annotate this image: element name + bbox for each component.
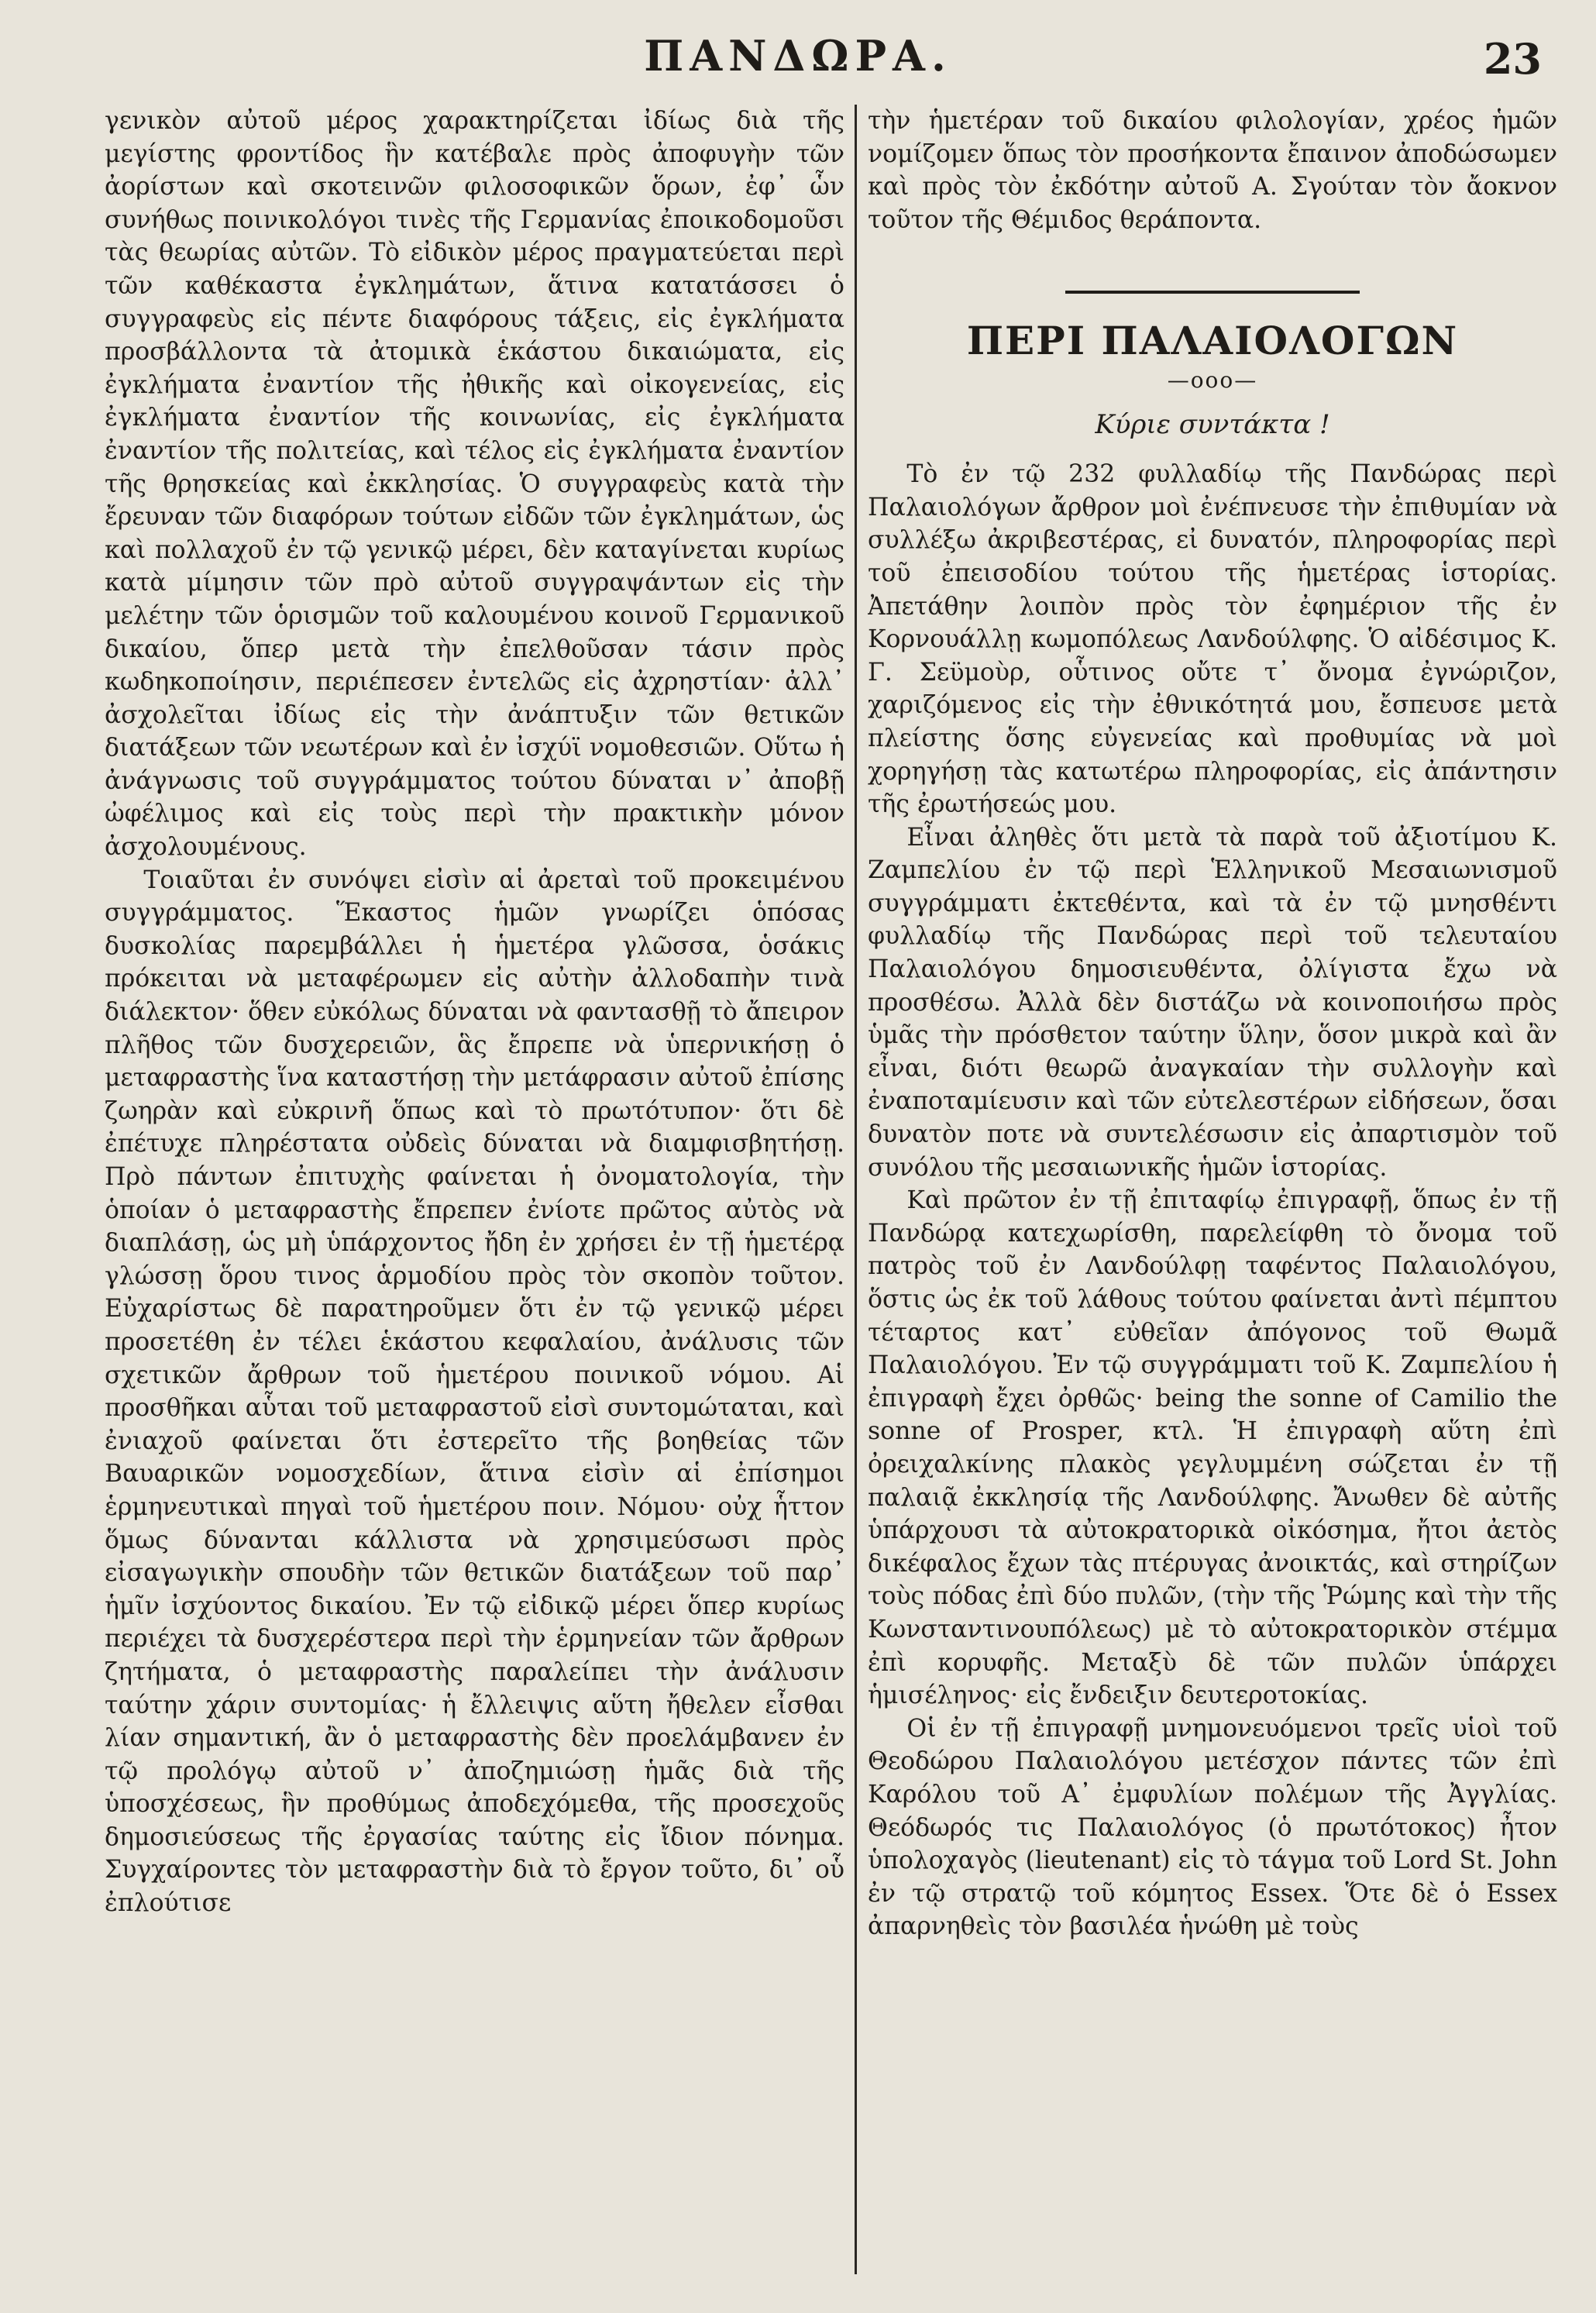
salutation: Κύριε συντάκτα ! [1095, 408, 1330, 440]
paragraph: Εἶναι ἀληθὲς ὅτι μετὰ τὰ παρὰ τοῦ ἀξιοτίμου Κ. Ζαμπελίου ἐν τῷ περὶ Ἑλληνικοῦ Μεσαιωνισμοῦ συγγράμματι ἐκτεθέντα, καὶ τὰ ἐν τῷ μνησθέντι φυλλαδίῳ τῆς Πανδώρας περὶ τοῦ τελευταίου Παλαιολόγου δημοσιευθέντα, ὀλίγιστα ἔχω νὰ προσθέσω. Ἀλλὰ δὲν διστάζω νὰ κοινοποιήσω πρὸς ὑμᾶς τὴν πρόσθετον ταύτην ὕλην, ὅσον μικρὰ καὶ ἂν εἶναι, διότι θεωρῶ ἀναγκαίαν τὴν συλλογὴν καὶ ἐναποταμίευσιν καὶ τῶν εὐτελεστέρων εἰδήσεων, ὅσαι δυνατὸν ποτε νὰ συντελέσωσιν εἰς ἀπαρτισμὸν τοῦ συνόλου τῆς μεσαιωνικῆς ἡμῶν ἱστορίας. [868, 823, 1557, 1182]
paragraph: Καὶ πρῶτον ἐν τῇ ἐπιταφίῳ ἐπιγραφῇ, ὅπως ἐν τῇ Πανδώρᾳ κατεχωρίσθη, παρελείφθη τὸ ὄνομα τοῦ πατρὸς τοῦ ἐν Λανδούλφῃ ταφέντος Παλαιολόγου, ὅστις ὡς ἐκ τοῦ λάθους τούτου φαίνεται ἀντὶ πέμπτου τέταρτος κατ᾽ εὐθεῖαν ἀπόγονος τοῦ Θωμᾶ Παλαιολόγου. Ἐν τῷ συγγράμματι τοῦ Κ. Ζαμπελίου ἡ ἐπιγραφὴ ἔχει ὀρθῶς· being the sonne of Camilio the sonne of Prosper, κτλ. Ἡ ἐπιγραφὴ αὕτη ἐπὶ ὀρειχαλκίνης πλακὸς γεγλυμμένη σώζεται ἐν τῇ παλαιᾷ ἐκκλησίᾳ τῆς Λανδούλφης. Ἄνωθεν δὲ αὐτῆς ὑπάρχουσι τὰ αὐτοκρατορικὰ οἰκόσημα, ἤτοι ἀετὸς δικέφαλος ἔχων τὰς πτέρυγας ἀνοικτάς, καὶ στηρίζων τοὺς πόδας ἐπὶ δύο πυλῶν, (τὴν τῆς Ῥώμης καὶ τὴν τῆς Κωνσταντινουπόλεως) μὲ τὸ αὐτοκρατορικὸν στέμμα ἐπὶ κορυφῆς. Μεταξὺ δὲ τῶν πυλῶν ὑπάρχει ἡμισέληνος· εἰς ἔνδειξιν δευτεροτοκίας. [868, 1186, 1557, 1710]
page-number: 23 [1483, 34, 1542, 84]
section-rule [1065, 291, 1360, 294]
column-divider [855, 105, 857, 2274]
section-title: ΠΕΡΙ ΠΑΛΑΙΟΛΟΓΩΝ [966, 318, 1459, 364]
masthead [0, 31, 1596, 93]
right-column [868, 105, 1557, 2282]
left-column [105, 105, 844, 2282]
journal-title: ΠΑΝΔΩΡΑ. [644, 31, 952, 81]
paragraph: Τοιαῦται ἐν συνόψει εἰσὶν αἱ ἀρεταὶ τοῦ προκειμένου συγγράμματος. Ἕκαστος ἡμῶν γνωρίζει ὁπόσας δυσκολίας παρεμβάλλει ἡ ἡμετέρα γλῶσσα, ὁσάκις πρόκειται νὰ μεταφέρωμεν εἰς αὐτὴν ἀλλοδαπὴν τινὰ διάλεκτον· ὅθεν εὐκόλως δύναται νὰ φαντασθῇ τὸ ἄπειρον πλῆθος τῶν δυσχερειῶν, ἃς ἔπρεπε νὰ ὑπερνικήσῃ ὁ μεταφραστὴς ἵνα καταστήσῃ τὴν μετάφρασιν αὐτοῦ ἐπίσης ζωηρὰν καὶ εὐκρινῆ ὅπως καὶ τὸ πρωτότυπον· ὅτι δὲ ἐπέτυχε πληρέστατα οὐδεὶς δύναται νὰ διαμφισβητήσῃ. Πρὸ πάντων ἐπιτυχὴς φαίνεται ἡ ὀνοματολογία, τὴν ὁποίαν ὁ μεταφραστὴς ἔπρεπεν ἐνίοτε πρῶτος αὐτὸς νὰ διαπλάσῃ, ὡς μὴ ὑπάρχοντος ἤδη ἐν χρήσει ἐν τῇ ἡμετέρᾳ γλώσσῃ ὅρου τινος ἁρμοδίου πρὸς τὸν σκοπὸν τοῦτον. Εὐχαρίστως δὲ παρατηροῦμεν ὅτι ἐν τῷ γενικῷ μέρει προσετέθη ἐν τέλει ἑκάστου κεφαλαίου, ἀνάλυσις τῶν σχετικῶν ἄρθρων τοῦ ἡμετέρου ποινικοῦ νόμου. Αἱ προσθῆκαι αὗται τοῦ μεταφραστοῦ εἰσὶ συντομώταται, καὶ ἐνιαχοῦ φαίνεται ὅτι ἐστερεῖτο τῆς βοηθείας τῶν Βαυαρικῶν νομοσχεδίων, ἅτινα εἰσὶν αἱ ἐπίσημοι ἑρμηνευτικαὶ πηγαὶ τοῦ ἡμετέρου ποιν. Νόμου· οὐχ ἧττον ὅμως δύνανται κάλλιστα νὰ χρησιμεύσωσι πρὸς εἰσαγωγικὴν σπουδὴν τῶν θετικῶν διατάξεων τοῦ παρ᾽ ἡμῖν ἰσχύοντος δικαίου. Ἐν τῷ εἰδικῷ μέρει ὅπερ κυρίως περιέχει τὰ δυσχερέστερα περὶ τὴν ἑρμηνείαν τῶν ἄρθρων ζητήματα, ὁ μεταφραστὴς παραλείπει τὴν ἀνάλυσιν ταύτην χάριν συντομίας· ἡ ἔλλειψις αὕτη ἤθελεν εἶσθαι λίαν σημαντική, ἂν ὁ μεταφραστὴς δὲν προελάμβανεν ἐν τῷ προλόγῳ αὐτοῦ ν᾽ ἀποζημιώσῃ ἡμᾶς διὰ τῆς ὑποσχέσεως, ἣν προθύμως ἀποδεχόμεθα, τῆς προσεχοῦς δημοσιεύσεως τῆς ἐργασίας ταύτης εἰς ἴδιον πόνημα. Συγχαίροντες τὸν μεταφραστὴν διὰ τὸ ἔργον τοῦτο, δι᾽ οὗ ἐπλούτισε [105, 866, 844, 1918]
paragraph: Οἱ ἐν τῇ ἐπιγραφῇ μνημονευόμενοι τρεῖς υἱοὶ τοῦ Θεοδώρου Παλαιολόγου μετέσχον πάντες τῶν ἐπὶ Καρόλου τοῦ Α᾽ ἐμφυλίων πολέμων τῆς Ἀγγλίας. Θεόδωρός τις Παλαιολόγος (ὁ πρωτότοκος) ἦτον ὑπολοχαγὸς (lieutenant) εἰς τὸ τάγμα τοῦ Lord St. John ἐν τῷ στρατῷ τοῦ κόμητος Essex. Ὅτε δὲ ὁ Essex ἀπαρνηθεὶς τὸν βασιλέα ἡνώθη μὲ τοὺς [868, 1714, 1557, 1941]
ornament: —ooo— [1167, 367, 1258, 393]
continuation-paragraph: τὴν ἡμετέραν τοῦ δικαίου φιλολογίαν, χρέος ἡμῶν νομίζομεν ὅπως τὸν προσήκοντα ἔπαινον ἀποδώσωμεν καὶ πρὸς τὸν ἐκδότην αὐτοῦ Α. Σγούταν τὸν ἄοκνον τοῦτον τῆς Θέμιδος θεράποντα. [868, 107, 1557, 234]
paragraph: γενικὸν αὐτοῦ μέρος χαρακτηρίζεται ἰδίως διὰ τῆς μεγίστης φροντίδος ἣν κατέβαλε πρὸς ἀποφυγὴν τῶν ἀορίστων καὶ σκοτεινῶν φιλοσοφικῶν ὅρων, ἐφ᾽ ὧν συνήθως ποινικολόγοι τινὲς τῆς Γερμανίας ἐποικοδομοῦσι τὰς θεωρίας αὐτῶν. Τὸ εἰδικὸν μέρος πραγματεύεται περὶ τῶν καθέκαστα ἐγκλημάτων, ἅτινα κατατάσσει ὁ συγγραφεὺς εἰς πέντε διαφόρους τάξεις, εἰς ἐγκλήματα προσβάλλοντα τὰ ἀτομικὰ ἑκάστου δικαιώματα, εἰς ἐγκλήματα ἐναντίον τῆς ἠθικῆς καὶ οἰκογενείας, εἰς ἐγκλήματα ἐναντίον τῆς κοινωνίας, εἰς ἐγκλήματα ἐναντίον τῆς πολιτείας, καὶ τέλος εἰς ἐγκλήματα ἐναντίον τῆς θρησκείας καὶ ἐκκλησίας. Ὁ συγγραφεὺς κατὰ τὴν ἔρευναν τῶν διαφόρων τούτων εἰδῶν τῶν ἐγκλημάτων, ὡς καὶ πολλαχοῦ ἐν τῷ γενικῷ μέρει, δὲν καταγίνεται κυρίως κατὰ μίμησιν τῶν πρὸ αὐτοῦ συγγραψάντων εἰς τὴν μελέτην τῶν ὁρισμῶν τοῦ καλουμένου κοινοῦ Γερμανικοῦ δικαίου, ὅπερ μετὰ τὴν ἐπελθοῦσαν τάσιν πρὸς κωδηκοποίησιν, περιέπεσεν ἐντελῶς εἰς ἀχρηστίαν· ἀλλ᾽ ἀσχολεῖται ἰδίως εἰς τὴν ἀνάπτυξιν τῶν θετικῶν διατάξεων τῶν νεωτέρων καὶ ἐν ἰσχύϊ νομοθεσιῶν. Οὕτω ἡ ἀνάγνωσις τοῦ συγγράμματος τούτου δύναται ν᾽ ἀποβῇ ὠφέλιμος καὶ εἰς τοὺς περὶ τὴν πρακτικὴν μόνον ἀσχολουμένους. [105, 107, 844, 862]
paragraph: Τὸ ἐν τῷ 232 φυλλαδίῳ τῆς Πανδώρας περὶ Παλαιολόγων ἄρθρον μοὶ ἐνέπνευσε τὴν ἐπιθυμίαν νὰ συλλέξω ἀκριβεστέρας, εἰ δυνατόν, πληροφορίας περὶ τοῦ ἐπεισοδίου τούτου τῆς ἡμετέρας ἱστορίας. Ἀπετάθην λοιπὸν πρὸς τὸν ἐφημέριον τῆς ἐν Κορνουάλλῃ κωμοπόλεως Λανδούλφης. Ὁ αἰδέσιμος Κ. Γ. Σεϋμοὺρ, οὗτινος οὔτε τ᾽ ὄνομα ἐγνώριζον, χαριζόμενος εἰς τὴν ἐθνικότητά μου, ἔσπευσε μετὰ πλείστης ὅσης εὐγενείας καὶ προθυμίας νὰ μοὶ χορηγήσῃ τὰς κατωτέρω πληροφορίας, εἰς ἀπάντησιν τῆς ἐρωτήσεώς μου. [868, 460, 1557, 819]
